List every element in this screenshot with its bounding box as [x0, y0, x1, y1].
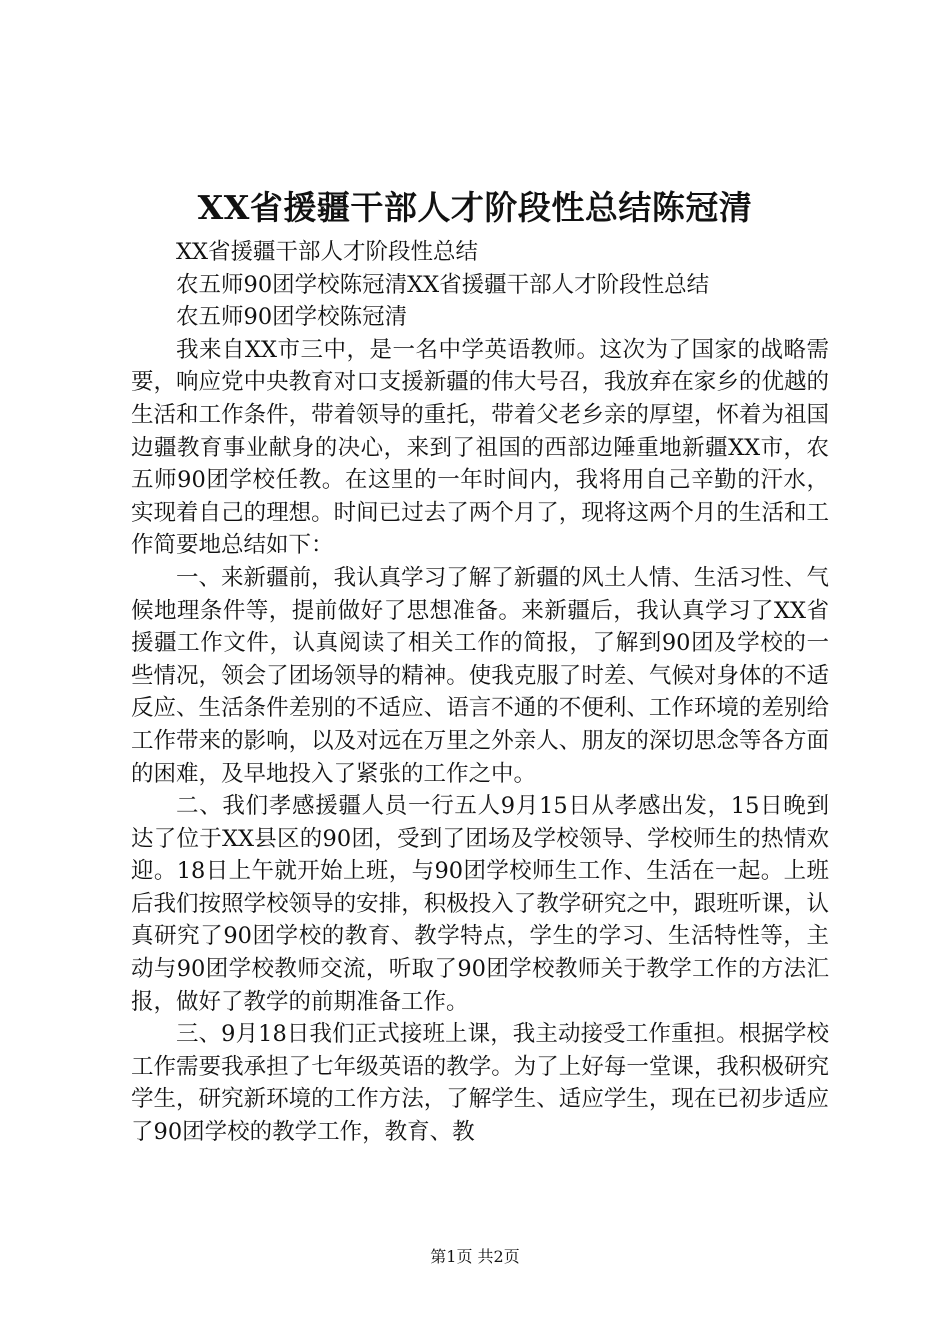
paragraph: XX省援疆干部人才阶段性总结 — [176, 239, 479, 265]
paragraph: 农五师90团学校陈冠清XX省援疆干部人才阶段性总结 — [176, 271, 710, 298]
document-body — [131, 236, 829, 1149]
paragraph: 农五师90团学校陈冠清 — [176, 304, 408, 331]
paragraph: 一、来新疆前，我认真学习了解了新疆的风土人情、生活习性、气候地理条件等，提前做好了思想准备。来新疆后，我认真学习了XX省援疆工作文件，认真阅读了相关工作的简报，了解到90团及学校的一些情况，领会了团场领导的精神。使我克服了时差、气候对身体的不适反应、生活条件差别的不适应、语言不通的不便利、工作环境的差别给工作带来的影响，以及对远在万里之外亲人、朋友的深切思念等各方面的困难，及早地投入了紧张的工作之中。 — [131, 564, 829, 787]
paragraph: 三、9月18日我们正式接班上课，我主动接受工作重担。根据学校工作需要我承担了七年级英语的教学。为了上好每一堂课，我积极研究学生，研究新环境的工作方法，了解学生、适应学生，现在已初步适应了90团学校的教学工作，教育、教 — [131, 1021, 829, 1146]
document-title: XX省援疆干部人才阶段性总结陈冠清 — [197, 188, 753, 227]
paragraph: 我来自XX市三中，是一名中学英语教师。这次为了国家的战略需要，响应党中央教育对口支援新疆的伟大号召，我放弃在家乡的优越的生活和工作条件，带着领导的重托，带着父老乡亲的厚望，怀着为祖国边疆教育事业献身的决心，来到了祖国的西部边陲重地新疆XX市，农五师90团学校任教。在这里的一年时间内，我将用自己辛勤的汗水，实现着自己的理想。时间已过去了两个月了，现将这两个月的生活和工作简要地总结如下： — [131, 336, 829, 559]
page-number-footer: 第1页 共2页 — [430, 1247, 520, 1266]
paragraph: 二、我们孝感援疆人员一行五人9月15日从孝感出发，15日晚到达了位于XX县区的90团，受到了团场及学校领导、学校师生的热情欢迎。18日上午就开始上班，与90团学校师生工作、生活在一起。上班后我们按照学校领导的安排，积极投入了教学研究之中，跟班听课，认真研究了90团学校的教育、教学特点，学生的学习、生活特性等，主动与90团学校教师交流，听取了90团学校教师关于教学工作的方法汇报，做好了教学的前期准备工作。 — [131, 793, 829, 1015]
